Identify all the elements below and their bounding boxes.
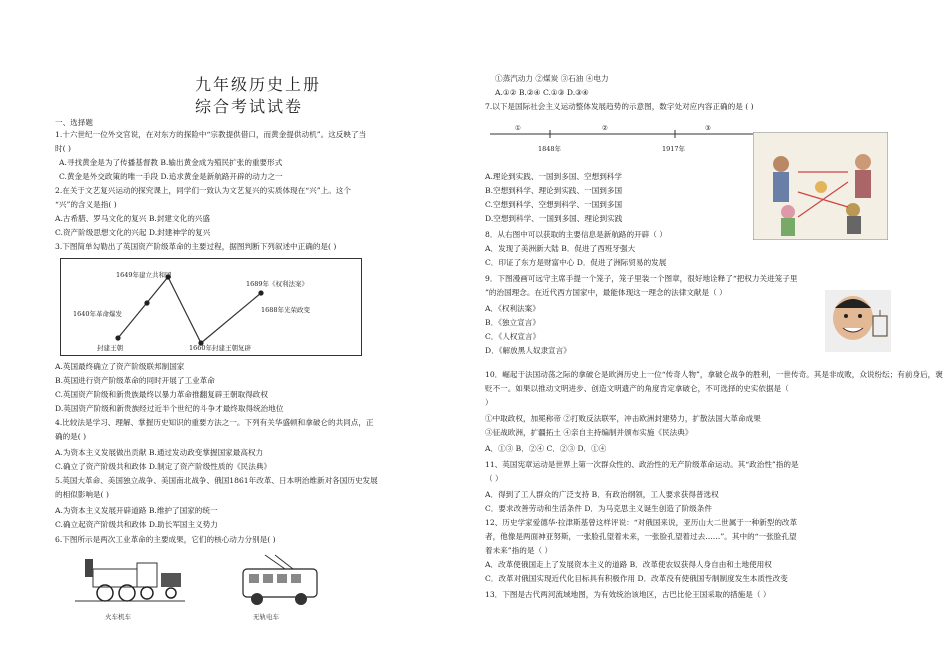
question-line: 着未来”指的是（ ）	[485, 546, 553, 555]
trolleybus-illustration	[235, 553, 325, 611]
q3-point	[258, 290, 263, 295]
option-line: A.英国最终确立了资产阶级联邦制国家	[55, 362, 185, 371]
q3-point	[144, 300, 149, 305]
section-heading: 一、选择题	[55, 118, 93, 127]
question-line: 1.十六世纪一位外交官说，在对东方的探险中“宗教提供借口，而黄金提供动机”。这反映了当	[55, 130, 367, 139]
option-line: ①蒸汽动力 ②煤炭 ③石油 ④电力	[495, 74, 609, 83]
option-line: C．印证了东方是财富中心 D．促进了洲际贸易的发展	[485, 258, 667, 267]
question-line: 4.比较法是学习、理解、掌握历史知识的重要方法之一。下列有关华盛顿和拿破仑的共同点，正	[55, 418, 374, 427]
option-line: B.空想到科学、理论到实践、一国到多国	[485, 186, 623, 195]
option-line: C.确立起资产阶级共和政体 D.助长军国主义势力	[55, 520, 218, 529]
question-line: ”的治国理念。在近代西方国家中，最能体现这一理念的法律文献是（ ）	[485, 288, 727, 297]
q7-mark: ②	[602, 124, 608, 132]
q7-mark: ③	[705, 124, 711, 132]
question-line: ）	[485, 398, 493, 407]
question-line: 者，他像是两面神亚努斯，一张脸孔望着未来，一张脸孔望着过去……”。其中的“一张脸孔望	[485, 532, 797, 541]
question-line: “兴”的含义是指( )	[55, 200, 117, 209]
option-line: C.英国资产阶级和新贵族最终以暴力革命推翻复辟王朝取得政权	[55, 390, 268, 399]
option-line: ③征战欧洲，扩疆拓土 ④亲自主持编制并颁布实施《民法典》	[485, 428, 693, 437]
q3-label: 1640年革命爆发	[73, 310, 123, 318]
question-line: 贬不一。如果以推动文明进步、创造文明遗产的角度肯定拿破仑，不可选择的史实依据是（	[485, 384, 789, 393]
q3-process-line	[118, 277, 261, 343]
question-line: 10．崛起于法国动荡之际的拿破仑是欧洲历史上一位“传奇人物”，拿破仑战争的胜利，一世传奇。其是非成败，众说纷纭；有前身后，褒	[485, 370, 943, 379]
question-line: 的相似影响是( )	[55, 490, 109, 499]
question-line: 8．从右图中可以获取的主要信息是新航路的开辟（ ）	[485, 230, 667, 239]
option-line: A．《权利法案》	[485, 304, 540, 313]
question-line: 7.以下是国际社会主义运动整体发展趋势的示意图，数字处对应内容正确的是 ( )	[485, 102, 754, 111]
q3-line-svg	[61, 259, 361, 355]
option-line: ①中取政权，加冕称帝 ②打败反法联军，冲击欧洲封建势力，扩散法国大革命成果	[485, 414, 761, 423]
option-line: A.①② B.②④ C.①③ D.③④	[495, 88, 589, 97]
option-line: B．《独立宣言》	[485, 318, 540, 327]
q3-process-diagram	[60, 258, 362, 356]
paper-title-line1: 九年级历史上册	[195, 75, 322, 94]
q3-label: 1689年《权利法案》	[246, 280, 309, 288]
q3-point	[115, 335, 120, 340]
question-line: 2.在关于文艺复兴运动的探究课上，同学们一致认为文艺复兴的实质体现在“兴”上。这个	[55, 186, 351, 195]
option-line: C.空想到科学、空想到科学、一国到多国	[485, 200, 623, 209]
option-line: A.古希腊、罗马文化的复兴 B.封建文化的兴盛	[55, 214, 210, 223]
option-line: C.确立了资产阶级共和政体 D.制定了资产阶级性质的《民法典》	[55, 462, 272, 471]
option-line: A.为资本主义发展开辟道路 B.维护了国家的统一	[55, 506, 218, 515]
paper-title-line2: 综合考试试卷	[195, 97, 304, 116]
option-line: D.空想到科学、一国到多国、理论到实践	[485, 214, 623, 223]
q7-timeline	[490, 122, 755, 156]
q6-caption: 无轨电车	[253, 613, 279, 621]
cartoon-illustration	[825, 290, 891, 352]
question-line: 5.英国大革命、美国独立战争、美国南北战争、俄国1861年改革、日本明治维新对各国历史发展	[55, 476, 378, 485]
option-line: A．改革使俄国走上了发展资本主义的道路 B．改革使农奴获得人身自由和土地使用权	[485, 560, 772, 569]
option-line: A.理论到实践、一国到多国、空想到科学	[485, 172, 622, 181]
question-line: 11、英国宪章运动是世界上第一次群众性的、政治性的无产阶级革命运动。其“政治性”指的是	[485, 460, 799, 469]
q7-timeline-axis	[490, 122, 755, 156]
question-line: 时( )	[55, 144, 71, 153]
q7-mark: ①	[515, 124, 521, 132]
option-line: A．发现了美洲新大陆 B．促进了西班牙强大	[485, 244, 636, 253]
question-line: 6.下图所示是两次工业革命的主要成果，它们的核心动力分别是( )	[55, 535, 276, 544]
question-line: 3.下图简单勾勒出了英国资产阶级革命的主要过程，据图判断下列叙述中正确的是( )	[55, 242, 337, 251]
option-line: C．《人权宣言》	[485, 332, 541, 341]
q7-year: 1917年	[662, 145, 686, 153]
steam-locomotive-illustration	[75, 553, 185, 611]
q3-label: 封建王朝	[97, 344, 123, 352]
q7-year: 1848年	[538, 145, 562, 153]
q6-caption: 火车机车	[105, 613, 131, 621]
question-line: （ ）	[485, 474, 503, 483]
trade-route-illustration	[753, 132, 888, 240]
option-line: C．要求改善劳动和生活条件 D．为马克思主义诞生创造了阶级条件	[485, 504, 712, 513]
question-line: 9．下图漫画可远守主席手提一个笼子，笼子里装一个图章，很好地诠释了“把权力关进笼子里	[485, 274, 798, 283]
q3-label: 1660年封建王朝复辟	[189, 344, 252, 352]
question-line: 12、历史学家爱德华·拉津斯基曾这样评说：“对俄国来说，亚历山大二世属于一种新型的改革	[485, 518, 798, 527]
option-line: C.资产阶级思想文化的兴起 D.封建神学的复兴	[55, 228, 211, 237]
q3-label: 1649年建立共和国	[116, 271, 172, 279]
option-line: A.为资本主义发展做出贡献 B.通过发动政变掌握国家最高权力	[55, 448, 264, 457]
option-line: C．改革对俄国实现近代化目标具有积极作用 D．改革没有使俄国专制制度发生本质性改变	[485, 574, 788, 583]
option-line: D．《解放黑人奴隶宣言》	[485, 346, 571, 355]
option-line: B.英国进行资产阶级革命的同时开展了工业革命	[55, 376, 215, 385]
option-line: A．①③ B．②④ C．②③ D．①④	[485, 444, 607, 453]
question-line: 13．下图是古代两河流域地图，为有效统治该地区，古巴比伦王国采取的措施是（ ）	[485, 590, 771, 599]
question-line: 确的是( )	[55, 432, 87, 441]
option-line: D.英国资产阶级和新贵族经过近半个世纪的斗争才最终取得统治地位	[55, 404, 284, 413]
q3-label: 1688年光荣政变	[261, 306, 311, 314]
option-line: A．得到了工人群众的广泛支持 B．有政治纲领，工人要求获得普选权	[485, 490, 719, 499]
option-line: C.黄金是外交政策的唯一手段 D.追求黄金是新航路开辟的动力之一	[59, 172, 283, 181]
option-line: A.寻找黄金是为了传播基督教 B.输出黄金成为殖民扩张的重要形式	[59, 158, 283, 167]
